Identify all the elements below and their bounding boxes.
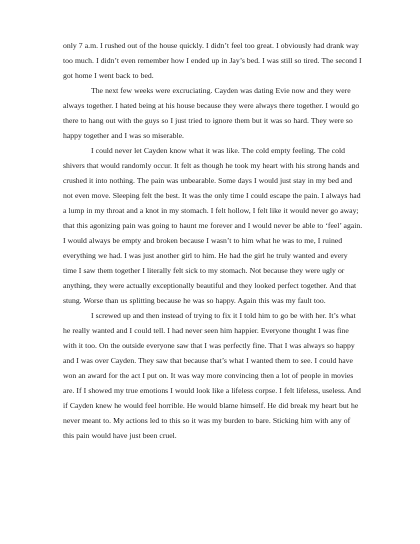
paragraph-1: only 7 a.m. I rushed out of the house quickly. I didn’t feel too great. I obviously had drank way too much. I didn’t even remember how I ended up in Jay’s bed. I was still so tired. The second I got home I went back to bed. (63, 41, 362, 80)
document-body (63, 38, 363, 443)
paragraph-3: I could never let Cayden know what it was like. The cold empty feeling. The cold shivers that would randomly occur. It felt as though he took my heart with his strong hands and crushed it into nothing. The pain was unbearable. Some days I would just stay in my bed and not even move. Sleeping felt the best. It was the only time I could escape the pain. I always had a lump in my throat and a knot in my stomach. I felt hollow, I felt like it would never go away; that this agonizing pain was going to haunt me forever and I would never be able to ‘feel’ again. I would always be empty and broken because I wasn’t to him what he was to me, I ruined everything we had. I was just another girl to him. He had the girl he truly wanted and every time I saw them together I literally felt sick to my stomach. Not because they were ugly or anything, they were actually exceptionally beautiful and they looked perfect together. And that stung. Worse than us splitting because he was so happy. Again this was my fault too. (63, 146, 363, 305)
paragraph-2: The next few weeks were excruciating. Cayden was dating Evie now and they were always together. I hated being at his house because they were always there together. I would go there to hang out with the guys so I just tried to ignore them but it was so hard. They were so happy together and I was so miserable. (63, 86, 360, 140)
paragraph-4: I screwed up and then instead of trying to fix it I told him to go be with her. It’s what he really wanted and I could tell. I had never seen him happier. Everyone thought I was fine with it too. On the outside everyone saw that I was perfectly fine. That I was always so happy and I was over Cayden. They saw that because that’s what I wanted them to see. I could have won an award for the act I put on. It was way more convincing then a lot of people in movies are. If I showed my true emotions I would look like a lifeless corpse. I felt lifeless, useless. And if Cayden knew he would feel horrible. He would blame himself. He did break my heart but he never meant to. My actions led to this so it was my burden to bare. Sticking him with any of this pain would have just been cruel. (63, 311, 361, 440)
